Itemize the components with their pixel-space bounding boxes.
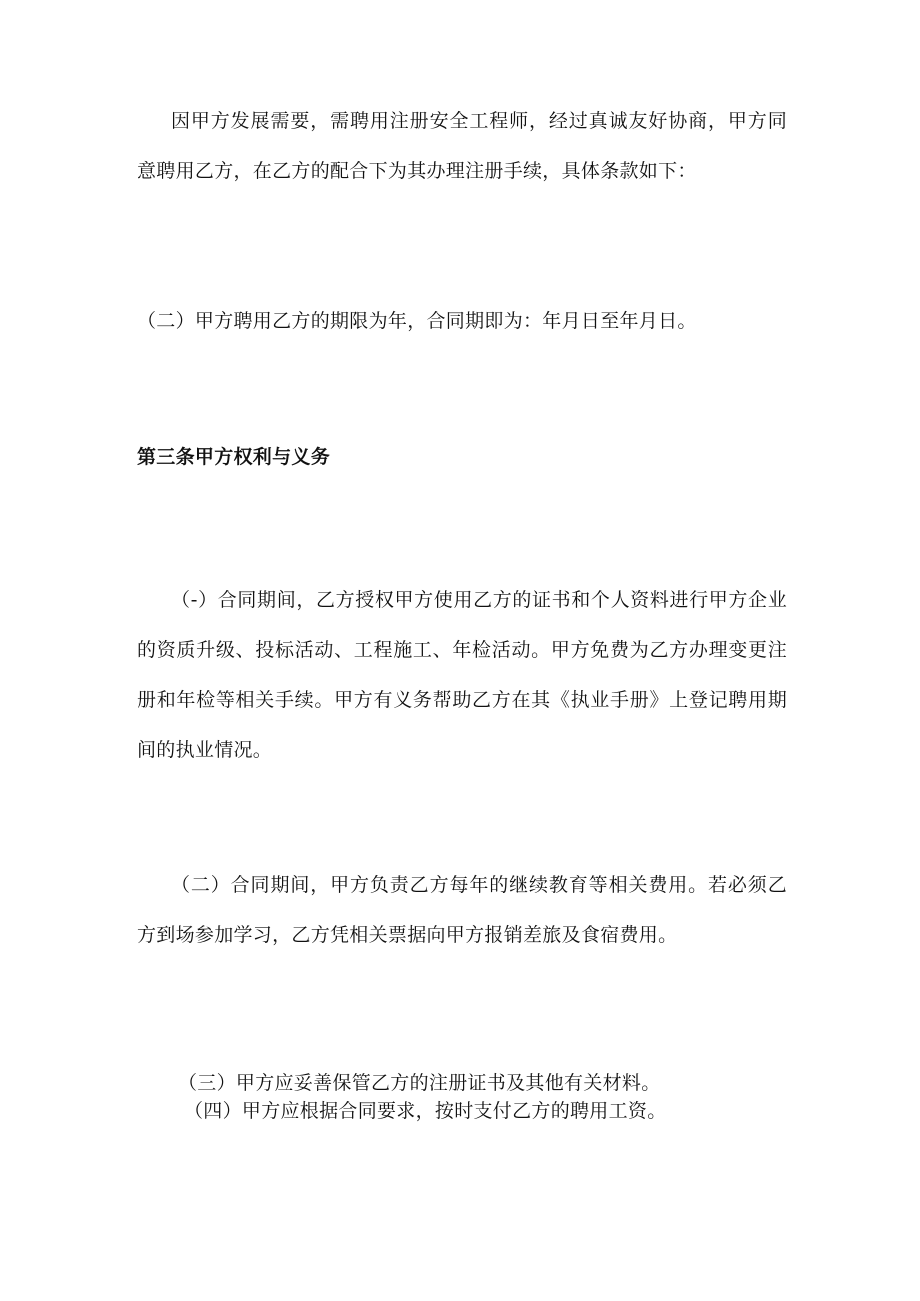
term-clause: （二）甲方聘用乙方的期限为年，合同期即为：年月日至年月日。 [137, 310, 697, 332]
section-3-item-2: （二）合同期间，甲方负责乙方每年的继续教育等相关费用。若必须乙方到场参加学习，乙方凭相关票据向甲方报销差旅及食宿费用。 [137, 874, 787, 946]
intro-paragraph: 因甲方发展需要，需聘用注册安全工程师，经过真诚友好协商，甲方同意聘用乙方，在乙方的配合下为其办理注册手续，具体条款如下： [137, 110, 787, 182]
section-3-item-3: （三）甲方应妥善保管乙方的注册证书及其他有关材料。 [178, 1072, 661, 1094]
section-3-item-1: （-）合同期间，乙方授权甲方使用乙方的证书和个人资料进行甲方企业的资质升级、投标活动、工程施工、年检活动。甲方免费为乙方办理变更注册和年检等相关手续。甲方有义务帮助乙方在其《执业手册》上登记聘用期间的执业情况。 [137, 589, 787, 761]
section-3-item-4: （四）甲方应根据合同要求，按时支付乙方的聘用工资。 [184, 1100, 667, 1122]
section-3-heading: 第三条甲方权利与义务 [137, 446, 331, 468]
